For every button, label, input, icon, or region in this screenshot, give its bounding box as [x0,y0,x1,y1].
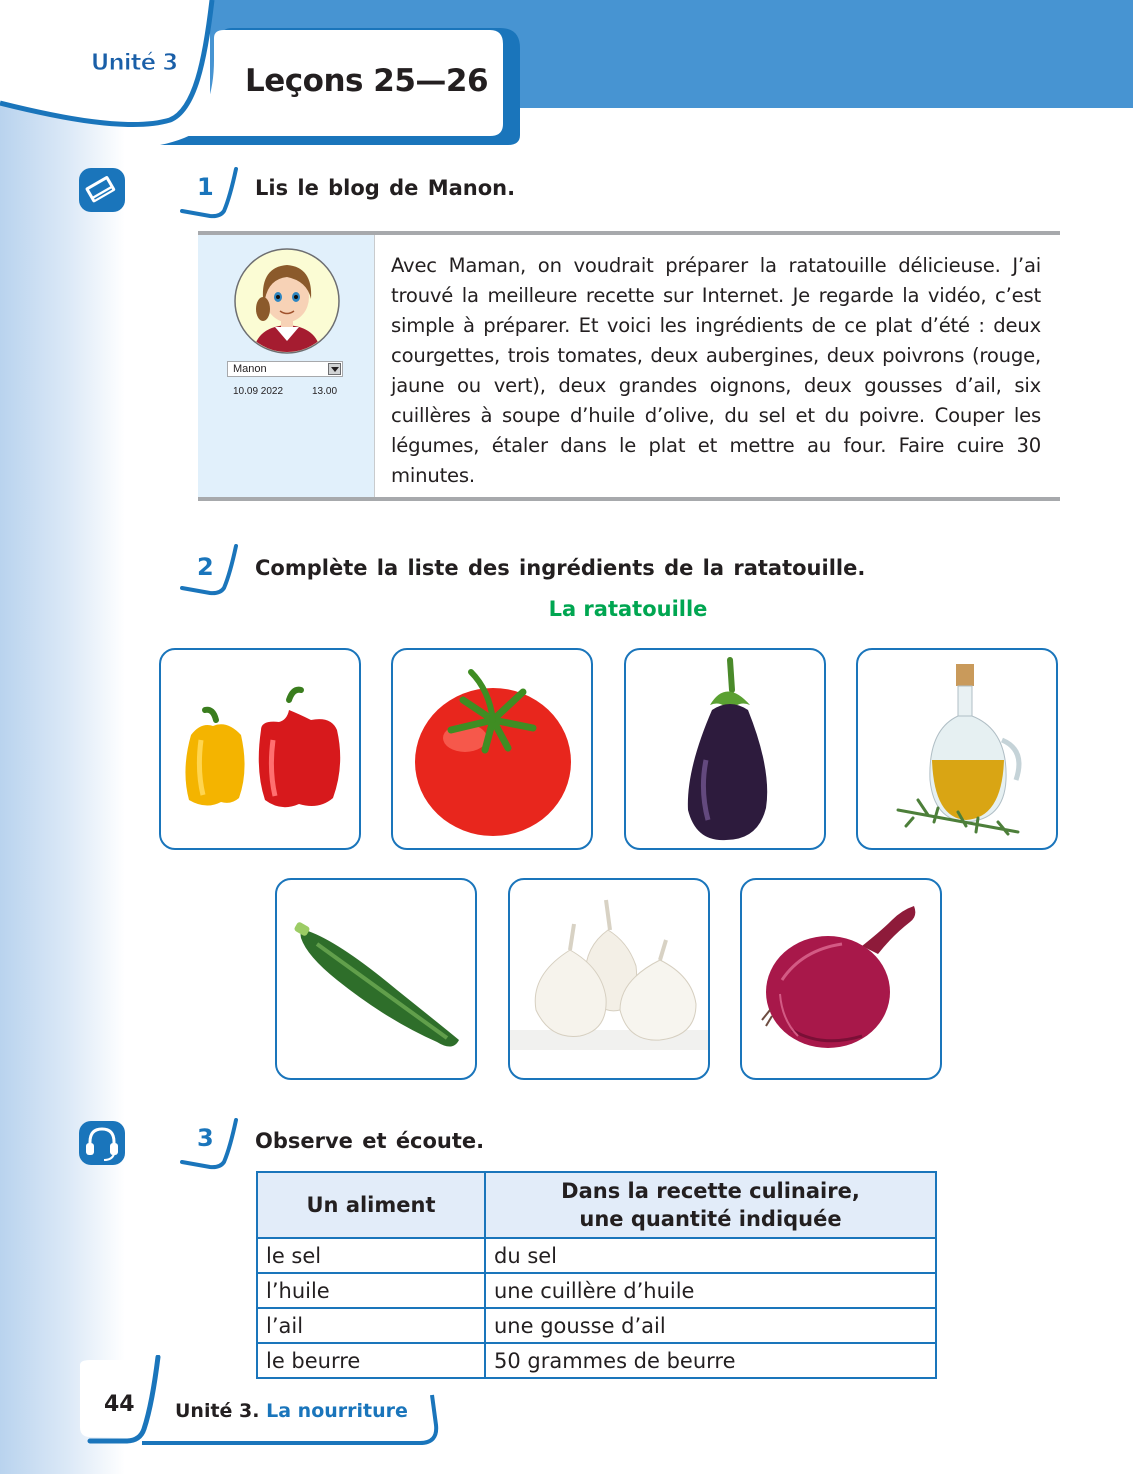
ratatouille-subtitle: La ratatouille [548,597,708,621]
blog-time: 13.00 [312,386,338,397]
peppers-image [161,650,361,850]
footer-unit [175,1400,408,1422]
blog-text: Avec Maman, on voudrait préparer la ratatouille délicieuse. J’ai trouvé la meilleure recette sur Internet. Je regarde la vidéo, c’est simple à préparer. Et voici les ingrédients de ce plat d’été : deux courgettes, trois tomates, deux aubergines, deux poivrons (rouge, jaune ou vert), deux grandes oignons, deux gousses d’ail, six cuillères à soupe d’huile d’olive, du sel et du poivre. Couper les légumes, étaler dans le plat et mettre au four. Faire cuire 30 minutes. [391,254,1041,487]
table-cell-food: l’huile [257,1273,485,1308]
quantity-table [256,1171,937,1379]
eggplant-image [626,650,826,850]
red-onion-card [740,878,942,1080]
footer-unit-label: Unité 3. [175,1400,260,1422]
table-cell-food: le beurre [257,1343,485,1378]
side-gradient [0,0,125,1474]
zucchini-card [275,878,477,1080]
header-quantity-line1: Dans la recette culinaire, [561,1179,860,1203]
exercise-1-title: Lis le blog de Manon. [255,176,516,200]
exercise-3-number-label: 3 [197,1124,214,1152]
avatar [233,247,341,355]
table-header-quantity [485,1172,936,1238]
olive-oil-image [858,650,1058,850]
peppers-card [159,648,361,850]
zucchini-image [277,880,477,1080]
garlic-card [508,878,710,1080]
eggplant-card [624,648,826,850]
table-cell-quantity: du sel [485,1238,936,1273]
table-header-row [257,1172,936,1238]
table-row [257,1308,936,1343]
exercise-1-number-label: 1 [197,173,214,201]
lesson-title: Leçons 25—26 [245,63,489,99]
blog-date: 10.09 2022 [233,386,284,397]
author-name: Manon [233,363,267,375]
blog-post [198,231,1060,501]
page-number: 44 [104,1392,135,1417]
tomato-card [391,648,593,850]
blog-author-panel [198,235,375,497]
header-food-label: Un aliment [306,1193,436,1217]
red-onion-image [742,880,942,1080]
olive-oil-card [856,648,1058,850]
table-cell-quantity: 50 grammes de beurre [485,1343,936,1378]
table-row [257,1238,936,1273]
table-cell-food: le sel [257,1238,485,1273]
table-header-food [257,1172,485,1238]
book-icon [76,165,128,215]
table-cell-food: l’ail [257,1308,485,1343]
header-quantity-line2: une quantité indiquée [579,1207,842,1231]
footer-topic: La nourriture [266,1400,408,1422]
exercise-2-title: Complète la liste des ingrédients de la ratatouille. [255,556,866,580]
tomato-image [393,650,593,850]
table-cell-quantity: une cuillère d’huile [485,1273,936,1308]
headphones-icon [76,1118,128,1168]
exercise-2-number-label: 2 [197,553,214,581]
dropdown-arrow-icon[interactable] [328,363,341,375]
table-cell-quantity: une gousse d’ail [485,1308,936,1343]
table-row [257,1273,936,1308]
author-select[interactable] [227,361,343,377]
unit-badge: Unité 3 [90,50,178,76]
exercise-3-title: Observe et écoute. [255,1129,485,1153]
garlic-image [510,880,710,1080]
